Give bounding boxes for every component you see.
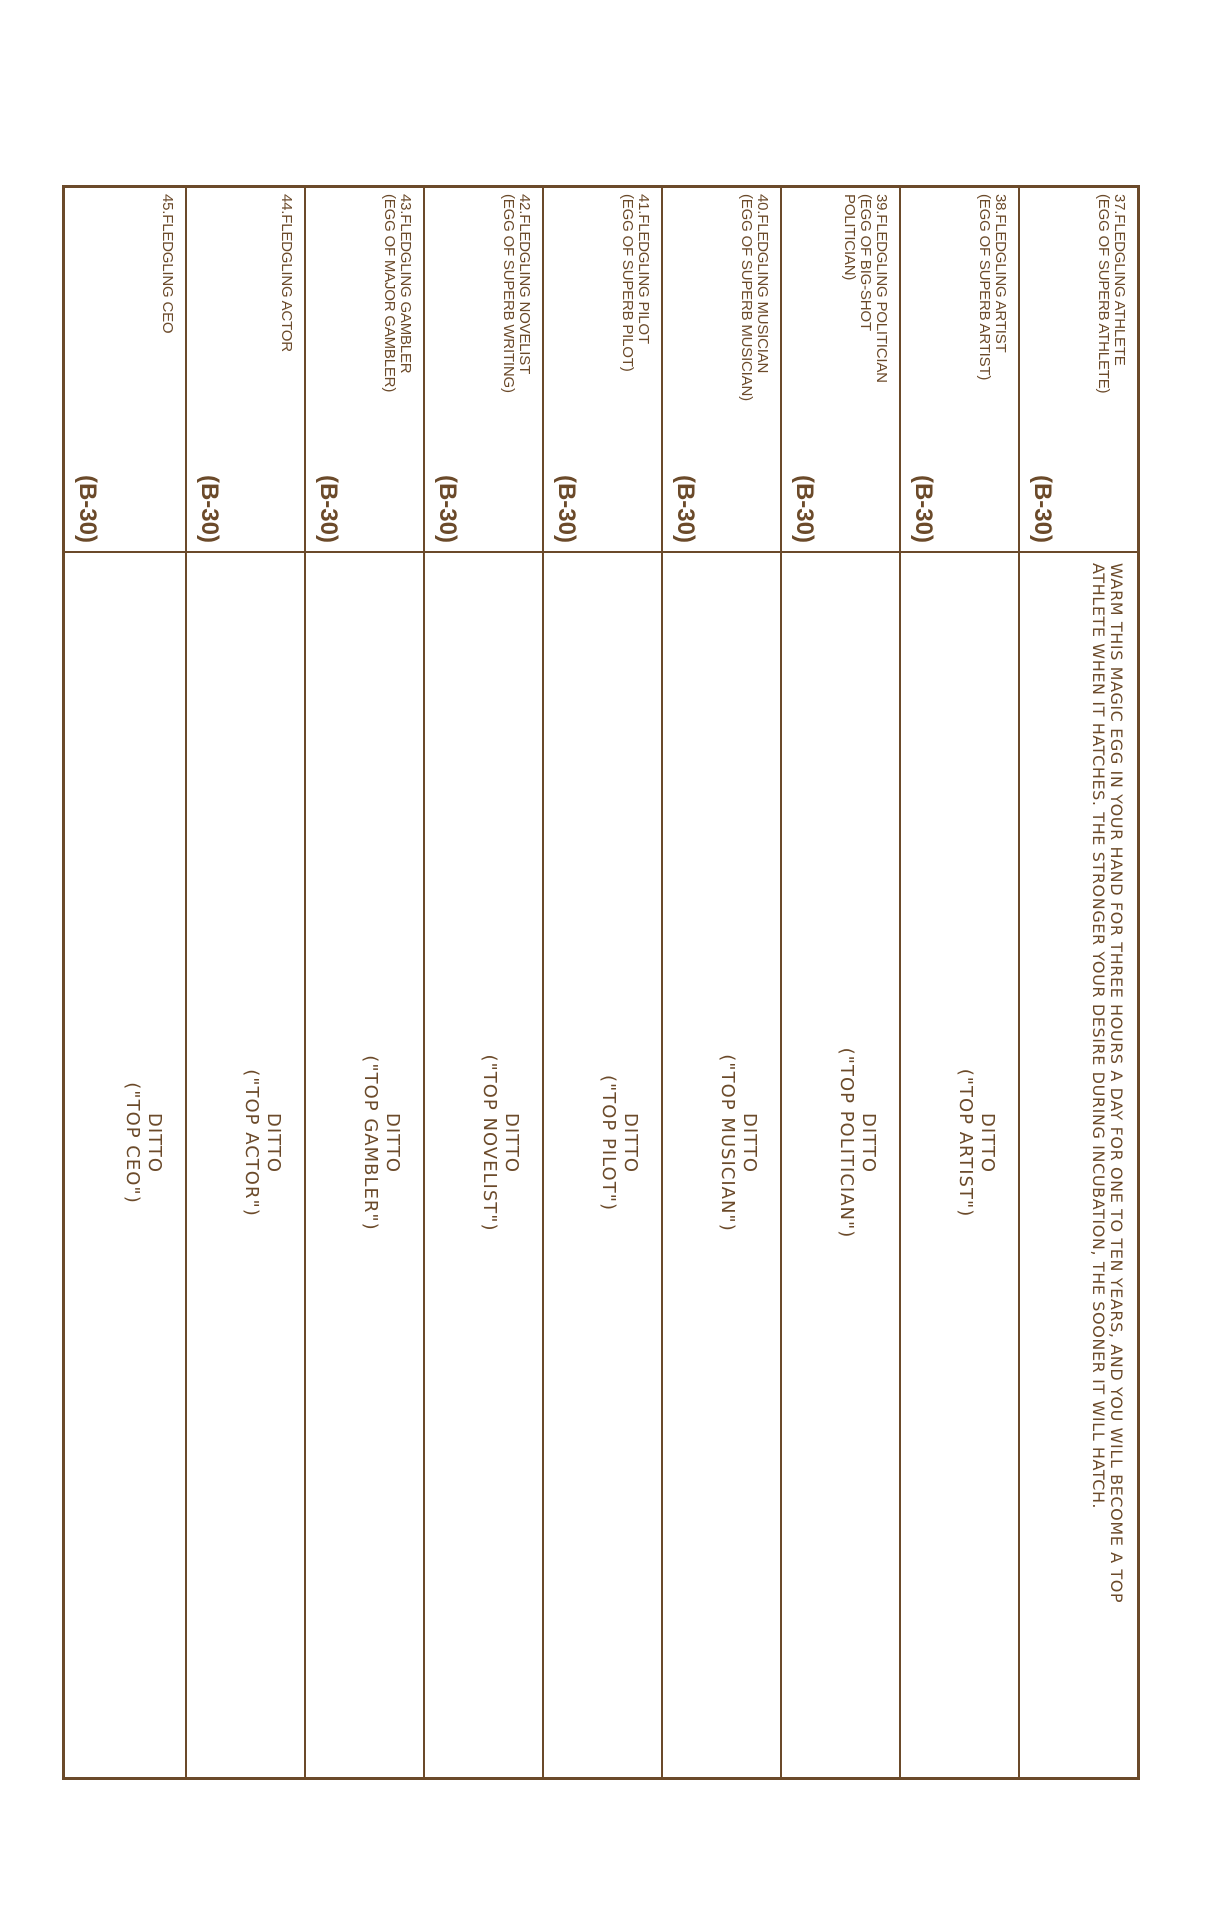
- ditto-note: ("TOP PILOT"): [598, 1074, 619, 1212]
- table-row: [899, 188, 1018, 1777]
- description-cell: [663, 553, 780, 1777]
- table-row: [304, 188, 423, 1777]
- item-name: 41.FLEDGLING PILOT (EGG OF SUPERB PILOT): [619, 194, 652, 372]
- table-row: [65, 188, 185, 1777]
- item-name: 45.FLEDGLING CEO: [159, 194, 176, 334]
- ditto-note: ("TOP NOVELIST"): [479, 1054, 500, 1232]
- item-name: 40.FLEDGLING MUSICIAN (EGG OF SUPERB MUSICIAN): [738, 194, 771, 401]
- ditto-text: [240, 1043, 284, 1243]
- item-cell: [782, 188, 899, 551]
- item-name: 44.FLEDGLING ACTOR: [278, 194, 295, 352]
- item-code: (B-30): [434, 474, 461, 543]
- item-table: [62, 185, 1140, 1780]
- ditto-text: [597, 1043, 641, 1243]
- ditto-word: DITTO: [977, 1112, 998, 1173]
- item-name: 38.FLEDGLING ARTIST (EGG OF SUPERB ARTIST): [976, 194, 1009, 381]
- ditto-text: [716, 1043, 760, 1243]
- description-cell: [901, 553, 1018, 1777]
- item-cell: [544, 188, 661, 551]
- ditto-note: ("TOP CEO"): [122, 1082, 143, 1204]
- ditto-note: ("TOP MUSICIAN"): [717, 1054, 738, 1232]
- item-description: WARM THIS MAGIC EGG IN YOUR HAND FOR THREE HOURS A DAY FOR ONE TO TEN YEARS, AND YOU WILL BECOME A TOP ATHLETE WHEN IT HATCHES. THE STRONGER YOUR DESIRE DURING INCUBATION, THE SOONER IT WILL HATCH.: [1089, 563, 1126, 1604]
- item-cell: [187, 188, 304, 551]
- ditto-word: DITTO: [739, 1112, 760, 1173]
- ditto-text: [359, 1043, 403, 1243]
- ditto-note: ("TOP ACTOR"): [241, 1069, 262, 1217]
- item-cell: [663, 188, 780, 551]
- item-code: (B-30): [74, 474, 101, 543]
- ditto-word: DITTO: [501, 1112, 522, 1173]
- table-row: [185, 188, 304, 1777]
- table-row: [542, 188, 661, 1777]
- item-code: (B-30): [672, 474, 699, 543]
- item-cell: [65, 188, 185, 551]
- ditto-text: [121, 1043, 165, 1243]
- item-code: (B-30): [1029, 474, 1056, 543]
- item-cell: [1020, 188, 1137, 551]
- item-cell: [901, 188, 1018, 551]
- description-cell: [782, 553, 899, 1777]
- item-code: (B-30): [910, 474, 937, 543]
- description-cell: [425, 553, 542, 1777]
- table-row: [1018, 188, 1137, 1777]
- ditto-note: ("TOP GAMBLER"): [360, 1055, 381, 1231]
- table-row: [423, 188, 542, 1777]
- ditto-text: [478, 1043, 522, 1243]
- ditto-text: [954, 1043, 998, 1243]
- ditto-note: ("TOP POLITICIAN"): [836, 1047, 857, 1239]
- ditto-word: DITTO: [382, 1112, 403, 1173]
- item-code: (B-30): [196, 474, 223, 543]
- item-code: (B-30): [553, 474, 580, 543]
- description-cell: [1020, 553, 1137, 1777]
- item-code: (B-30): [315, 474, 342, 543]
- item-name: 42.FLEDGLING NOVELIST (EGG OF SUPERB WRITING): [500, 194, 533, 393]
- ditto-note: ("TOP ARTIST"): [955, 1068, 976, 1218]
- description-cell: [306, 553, 423, 1777]
- item-name: 37.FLEDGLING ATHLETE (EGG OF SUPERB ATHLETE): [1095, 194, 1128, 394]
- description-cell: [65, 553, 185, 1777]
- item-name: 43.FLEDGLING GAMBLER (EGG OF MAJOR GAMBLER): [381, 194, 414, 393]
- ditto-word: DITTO: [858, 1112, 879, 1173]
- item-name: 39.FLEDGLING POLITICIAN (EGG OF BIG-SHOT POLITICIAN): [841, 194, 890, 383]
- table-row: [661, 188, 780, 1777]
- ditto-text: [835, 1043, 879, 1243]
- ditto-word: DITTO: [144, 1112, 165, 1173]
- ditto-word: DITTO: [263, 1112, 284, 1173]
- item-cell: [306, 188, 423, 551]
- item-cell: [425, 188, 542, 551]
- item-code: (B-30): [791, 474, 818, 543]
- description-cell: [187, 553, 304, 1777]
- description-cell: [544, 553, 661, 1777]
- table-row: [780, 188, 899, 1777]
- ditto-word: DITTO: [620, 1112, 641, 1173]
